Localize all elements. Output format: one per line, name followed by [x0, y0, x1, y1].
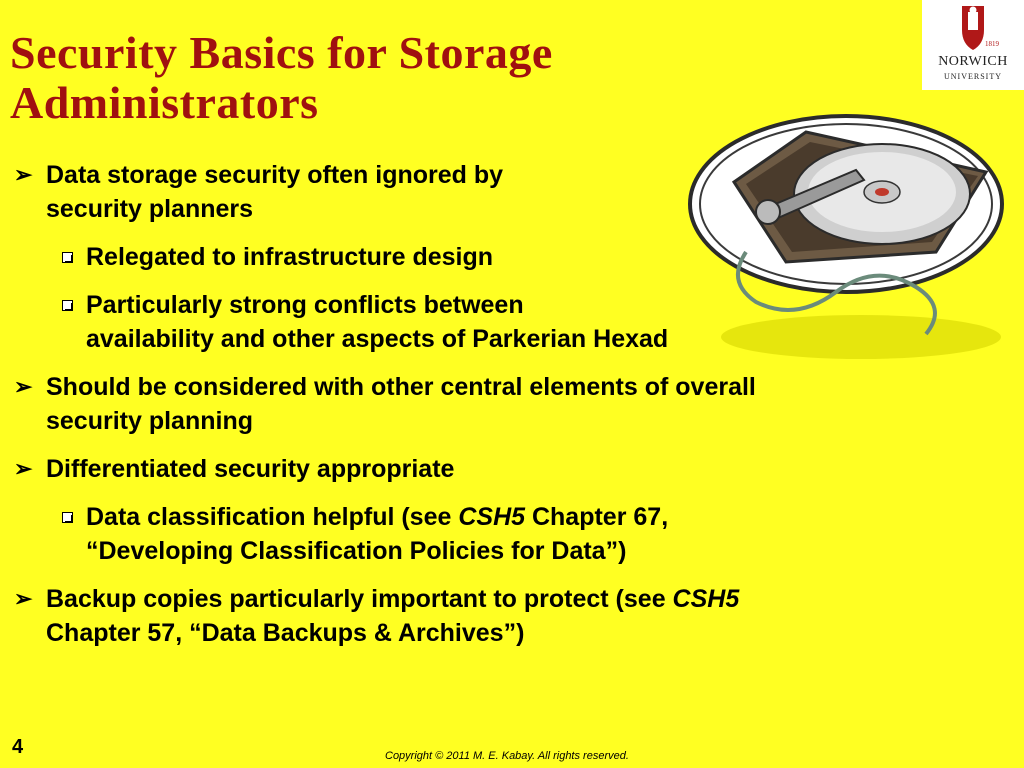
checkbox-bullet-icon — [62, 512, 73, 523]
bullet-item: ➢ Should be considered with other central elements of overall security planning — [14, 370, 756, 438]
shield-crest-icon — [922, 0, 1024, 54]
logo-year: 1819 — [985, 40, 999, 48]
checkbox-bullet-icon — [62, 252, 73, 263]
checkbox-bullet-icon — [62, 300, 73, 311]
arrow-bullet-icon: ➢ — [14, 374, 33, 399]
sub-bullet-item: Data classification helpful (see CSH5 Chapter 67, “Developing Classification Policies for Data”) — [62, 500, 668, 568]
sub-bullet-item: Particularly strong conflicts between availability and other aspects of Parkerian Hexad — [62, 288, 668, 356]
bullet-item: ➢ Backup copies particularly important to protect (see CSH5 Chapter 57, “Data Backups & Archives”) — [14, 582, 739, 650]
hard-drive-illustration — [686, 112, 1006, 372]
bullet-item: ➢ Data storage security often ignored by security planners — [14, 158, 503, 226]
slide-title: Security Basics for Storage Administrators — [10, 27, 553, 128]
bullet-item: ➢ Differentiated security appropriate — [14, 452, 454, 486]
arrow-bullet-icon: ➢ — [14, 456, 33, 481]
norwich-university-logo — [922, 0, 1024, 90]
sub-bullet-item: Relegated to infrastructure design — [62, 240, 493, 274]
logo-sub: UNIVERSITY — [944, 72, 1002, 81]
logo-name: NORWICH — [938, 54, 1008, 69]
arrow-bullet-icon: ➢ — [14, 586, 33, 611]
arrow-bullet-icon: ➢ — [14, 162, 33, 187]
copyright-notice: Copyright © 2011 M. E. Kabay. All rights reserved. — [385, 750, 629, 762]
page-number: 4 — [12, 736, 24, 758]
